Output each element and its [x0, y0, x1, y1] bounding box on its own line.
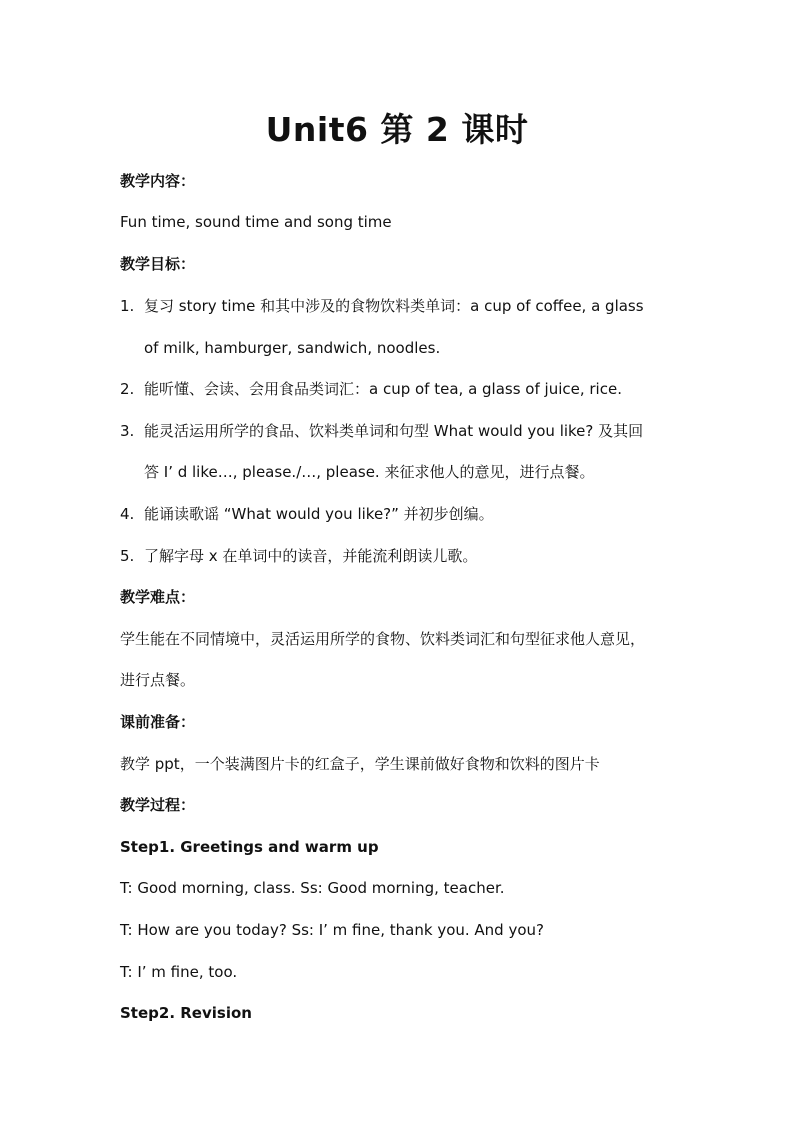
- process-heading: 教学过程：: [120, 796, 196, 814]
- preparation-heading: 课前准备：: [120, 713, 196, 731]
- goal-item: [120, 545, 690, 567]
- goal-text: 能灵活运用所学的食品、饮料类单词和句型 What would you like? 及其回: [144, 422, 644, 440]
- goal-text: 了解字母 x 在单词中的读音，并能流利朗读儿歌。: [144, 547, 478, 565]
- goal-text: 能诵读歌谣 “What would you like?” 并初步创编。: [144, 505, 494, 523]
- goal-item: [120, 378, 690, 400]
- goal-number: 4.: [120, 505, 135, 523]
- goal-item: [120, 420, 690, 442]
- teaching-content-text: Fun time, sound time and song time: [120, 213, 392, 231]
- goal-number: 2.: [120, 380, 135, 398]
- goal-text: 能听懂、会读、会用食品类词汇：a cup of tea, a glass of juice, rice.: [144, 380, 622, 398]
- difficulty-text-continued: 进行点餐。: [120, 671, 196, 689]
- teaching-content-heading: 教学内容：: [120, 172, 196, 190]
- step2-heading: Step2. Revision: [120, 1004, 252, 1022]
- difficulty-text: 学生能在不同情境中，灵活运用所学的食物、饮料类词汇和句型征求他人意见，: [120, 630, 646, 648]
- preparation-text: 教学 ppt，一个装满图片卡的红盒子，学生课前做好食物和饮料的图片卡: [120, 755, 600, 773]
- goal-text-continued: 答 I’ d like…, please./…, please. 来征求他人的意见，进行点餐。: [144, 463, 595, 481]
- goal-item: [120, 503, 690, 525]
- dialogue-line: T: How are you today? Ss: I’ m fine, thank you. And you?: [120, 921, 544, 939]
- dialogue-line: T: Good morning, class. Ss: Good morning, teacher.: [120, 879, 505, 897]
- page-title: Unit6 第 2 课时: [265, 110, 529, 149]
- goal-text: 复习 story time 和其中涉及的食物饮料类单词：a cup of coffee, a glass: [144, 297, 644, 315]
- step1-heading: Step1. Greetings and warm up: [120, 838, 379, 856]
- goal-number: 3.: [120, 422, 135, 440]
- goal-number: 5.: [120, 547, 135, 565]
- teaching-difficulty-heading: 教学难点：: [120, 588, 196, 606]
- teaching-goals-heading: 教学目标：: [120, 255, 196, 273]
- dialogue-line: T: I’ m fine, too.: [120, 963, 238, 981]
- goal-item: [120, 295, 690, 317]
- goal-text-continued: of milk, hamburger, sandwich, noodles.: [144, 339, 441, 357]
- goal-number: 1.: [120, 297, 135, 315]
